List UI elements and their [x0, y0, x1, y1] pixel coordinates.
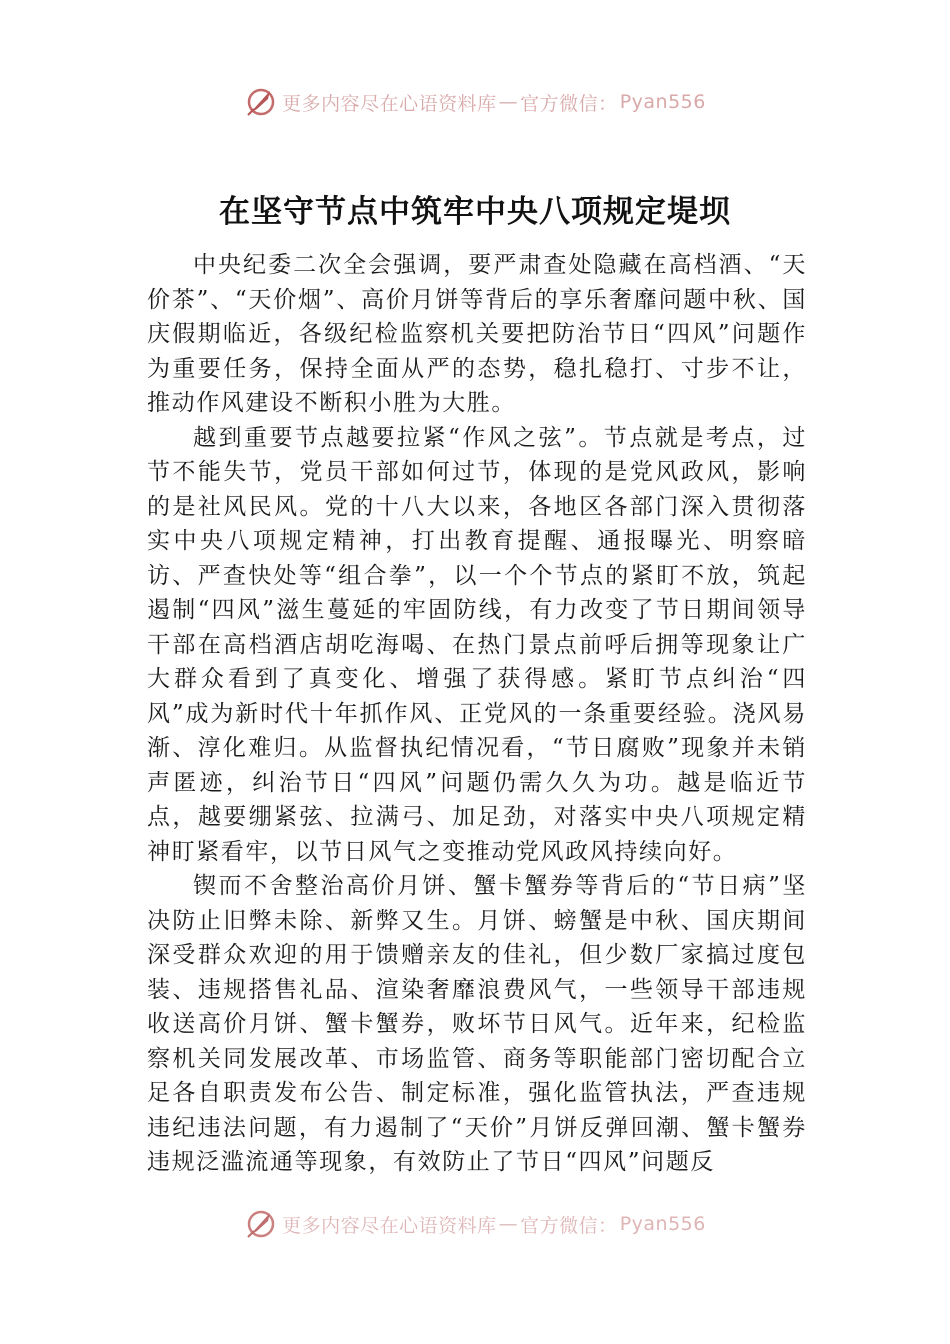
watermark-footer — [0, 1204, 950, 1244]
quill-logo-icon — [244, 85, 278, 119]
document-body — [147, 248, 807, 1214]
watermark-separator: — — [498, 1213, 519, 1235]
paragraph: 越到重要节点越要拉紧“作风之弦”。节点就是考点，过节不能失节，党员干部如何过节，体现的是党风政风，影响的是社风民风。党的十八大以来，各地区各部门深入贯彻落实中央八项规定精神，打出教育提醒、通报曝光、明察暗访、严查快处等“组合拳”，以一个个节点的紧盯不放，筑起遏制“四风”滋生蔓延的牢固防线，有力改变了节日期间领导干部在高档酒店胡吃海喝、在热门景点前呼后拥等现象让广大群众看到了真变化、增强了获得感。紧盯节点纠治“四风”成为新时代十年抓作风、正党风的一条重要经验。浇风易渐、淳化难归。从监督执纪情况看，“节日腐败”现象并未销声匿迹，纠治节日“四风”问题仍需久久为功。越是临近节点，越要绷紧弦、拉满弓、加足劲，对落实中央八项规定精神盯紧看牢，以节日风气之变推动党风政风持续向好。 — [147, 424, 807, 865]
watermark-label: 官方微信： — [520, 92, 618, 115]
document-title: 在坚守节点中筑牢中央八项规定堤坝 — [219, 194, 731, 230]
watermark-text: 更多内容尽在心语资料库 — [282, 1214, 497, 1237]
quill-logo-icon — [244, 1207, 278, 1241]
paragraph: 锲而不舍整治高价月饼、蟹卡蟹券等背后的“节日病”坚决防止旧弊未除、新弊又生。月饼、螃蟹是中秋、国庆期间深受群众欢迎的用于馈赠亲友的佳礼，但少数厂家搞过度包装、违规搭售礼品、渲染奢靡浪费风气，一些领导干部违规收送高价月饼、蟹卡蟹券，败坏节日风气。近年来，纪检监察机关同发展改革、市场监管、商务等职能部门密切配合立足各自职责发布公告、制定标准，强化监管执法，严查违规违纪违法问题，有力遏制了“天价”月饼反弹回潮、蟹卡蟹券违规泛滥流通等现象，有效防止了节日“四风”问题反 — [147, 873, 807, 1175]
watermark-header — [0, 82, 950, 122]
watermark-label: 官方微信： — [520, 1214, 618, 1237]
watermark-text: 更多内容尽在心语资料库 — [282, 92, 497, 115]
watermark-id: Pyan556 — [619, 1213, 706, 1235]
paragraph: 中央纪委二次全会强调，要严肃查处隐藏在高档酒、“天价茶”、“天价烟”、高价月饼等背后的享乐奢靡问题中秋、国庆假期临近，各级纪检监察机关要把防治节日“四风”问题作为重要任务，保持全面从严的态势，稳扎稳打、寸步不让，推动作风建设不断积小胜为大胜。 — [147, 252, 807, 416]
watermark-id: Pyan556 — [619, 91, 706, 113]
watermark-separator: — — [498, 91, 519, 113]
